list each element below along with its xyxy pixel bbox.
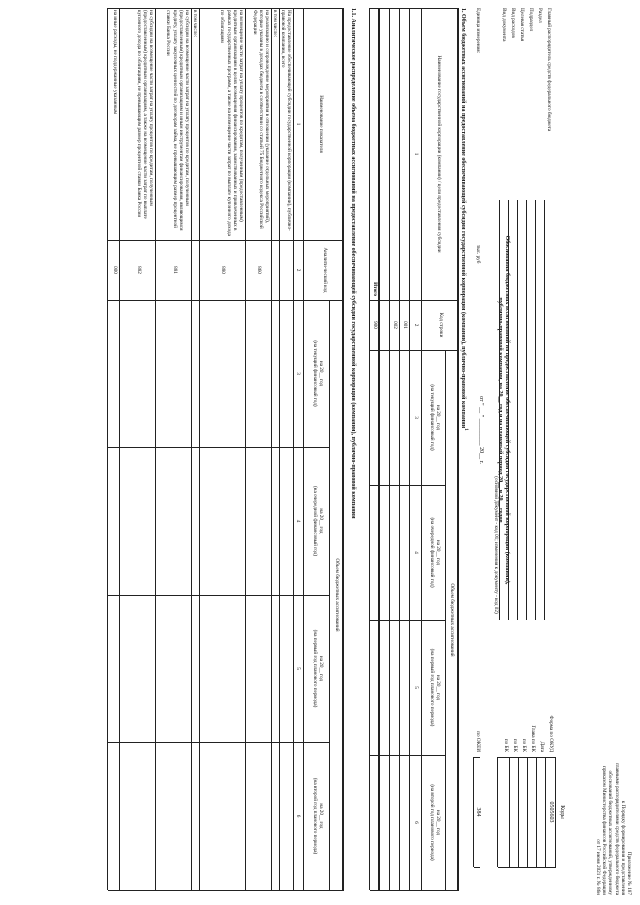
s11-col-y4-label: на 20__ год bbox=[318, 803, 324, 829]
s1-num: 3 bbox=[413, 416, 419, 419]
s1-col-y1 bbox=[429, 350, 441, 485]
s1-col-y3-sub: (на первый год планового периода) bbox=[428, 648, 435, 727]
s11-row-name: на субсидии на возмещение части затрат на уплату процентов по кредитам, полученным (предоставленным) кредитным организациям и иным инструментам финансирования, являющимся кредиту, уплату закупочных ценностей по договорам займа, не превышающим размер процентной ставки Банка России bbox=[165, 10, 190, 231]
s1-col-y3-label: на 20__ год bbox=[435, 674, 441, 701]
s11-row-name: На предоставление обеспечивающей субсидии государственной корпорации (компании), публично-правовой компании, всего bbox=[279, 10, 292, 231]
meta-field: Подраздел bbox=[528, 8, 534, 32]
s11-row-name: на иные расходы, не поддержанные указанным bbox=[112, 10, 118, 115]
s1-total-code: 900 bbox=[372, 321, 378, 329]
s1-num: 1 bbox=[413, 152, 419, 156]
appendix-line: обоснований бюджетных ассигнований, утвержденному bbox=[607, 770, 614, 895]
section1-title-text: 1. Объем бюджетных ассигнований на предоставление обеспечивающей субсидии государственной корпорации (компании), публично-правовой компании bbox=[460, 8, 466, 429]
appendix-line: к Порядку формирования и представления bbox=[619, 800, 626, 895]
s1-row-code: 002 bbox=[392, 321, 398, 329]
section1-title bbox=[459, 8, 469, 588]
s1-col-code: Код строки bbox=[438, 312, 444, 338]
s11-col-y1-sub: (на текущий финансовый год) bbox=[311, 340, 318, 407]
date-label: Дата bbox=[539, 741, 545, 752]
s1-col-y4 bbox=[429, 755, 441, 890]
s1-col-y3 bbox=[429, 620, 441, 755]
s11-row-code: 860 bbox=[256, 266, 262, 274]
s1-col-y1-sub: (на текущий финансовый год) bbox=[428, 384, 435, 451]
meta-field: Главный распорядитель средств федерального бюджета bbox=[546, 8, 552, 132]
podrazdel-label: по БК bbox=[512, 738, 518, 752]
s11-col-y4-sub: (на второй год планового периода) bbox=[311, 777, 318, 855]
codes-header: Коды bbox=[559, 805, 565, 819]
s1-col-y2 bbox=[429, 485, 441, 620]
s1-num: 5 bbox=[413, 686, 419, 689]
units-value: тыс. руб bbox=[475, 245, 481, 264]
s1-col-y4-sub: (на второй год планового периода) bbox=[428, 784, 435, 861]
s11-col-code: Аналити-ческий код bbox=[322, 247, 328, 293]
s1-col-group: Объем бюджетных ассигнований bbox=[449, 583, 455, 657]
s11-row-name: на субсидии на возмещение части затрат на уплату процентов по кредитам, полученным (предоставленным) кредитным организациям, а также на возмещение части затрат по выплате купонного дохода по облигациям, не превышающим размер процентной ставки Банка России bbox=[135, 10, 154, 219]
razdel-label: по БК bbox=[521, 738, 527, 752]
s11-col-y1 bbox=[312, 300, 324, 447]
meta-field: Раздел bbox=[537, 8, 543, 23]
s11-num: 5 bbox=[295, 667, 301, 670]
meta-field: Целевая статья bbox=[519, 8, 525, 42]
s11-num: 4 bbox=[295, 519, 301, 523]
s1-num: 6 bbox=[413, 821, 419, 824]
s11-row-code: 000 bbox=[112, 266, 118, 274]
s11-row-code: 881 bbox=[172, 266, 178, 274]
s11-col-y1-label: на 20__ год bbox=[318, 360, 324, 387]
s1-num: 4 bbox=[413, 551, 419, 554]
s11-col-name: Наименование показателя bbox=[318, 95, 324, 153]
s11-num: 3 bbox=[295, 372, 301, 375]
doc-title-line1: Обоснования бюджетных ассигнований на предоставление обеспечивающей субсидии государственной корпорации (компании), bbox=[504, 235, 510, 585]
section1-footnote: 1 bbox=[463, 428, 468, 431]
doc-date: от " __ " _________ 20__ г. bbox=[478, 396, 484, 464]
s11-row-name: в том числе: bbox=[272, 10, 278, 38]
s1-col-y4-label: на 20__ год bbox=[435, 809, 441, 836]
meta-field: Вид расходов bbox=[510, 8, 516, 38]
s11-col-y4 bbox=[312, 742, 324, 890]
appendix-block bbox=[595, 690, 632, 895]
appendix-line: приказом Министерства финансов Российской Федерации bbox=[601, 766, 608, 895]
s11-col-y3 bbox=[312, 595, 324, 742]
s11-col-y2-label: на 20__ год bbox=[318, 508, 324, 534]
appendix-line: главными распорядителями средств федерального бюджета bbox=[613, 763, 620, 895]
meta-field: Вид документа bbox=[501, 8, 507, 42]
s11-col-group: Объем бюджетных ассигнований bbox=[334, 558, 340, 632]
vid-label: по БК bbox=[503, 738, 509, 752]
appendix-line: от 17 июня 2021 г. № 86н bbox=[594, 839, 601, 895]
s11-col-y2-sub: (на очередной финансовый год) bbox=[311, 485, 318, 557]
section11-title: 1.1. Аналитическое распределение объема бюджетных ассигнований на предоставление обеспечивающей субсидии государственной корпорации (компании), публично-правовой компании bbox=[350, 8, 356, 519]
s11-row-code: 882 bbox=[136, 266, 142, 274]
s11-num: 6 bbox=[295, 814, 301, 818]
units-label: Единица измерения: bbox=[475, 8, 481, 54]
s1-col-y2-sub: (на очередной финансовый год) bbox=[428, 517, 435, 588]
meta-doc-hint: (основной документ - код 01; изменения к документу - код 02) bbox=[493, 476, 499, 614]
s1-col-y1-label: на 20__ год bbox=[435, 404, 441, 431]
s11-col-y2 bbox=[312, 447, 324, 595]
s1-col-name: Наименование государственной корпорации (компании) / цели предоставления субсидии bbox=[436, 55, 442, 253]
s11-num: 1 bbox=[295, 122, 301, 126]
s1-num: 2 bbox=[413, 323, 419, 327]
glava-label: Глава по БК bbox=[530, 725, 536, 752]
s1-row-code: 001 bbox=[402, 321, 408, 329]
s11-row-name: на реализацию и сопровождение мероприятия в отношении (указание отдельных мероприятий), которые указаны в доходах бюджета в соответствии со статьей 75 Бюджетного кодекса Российской Федерации bbox=[251, 10, 270, 229]
s11-col-y3-sub: (на первый год планового периода) bbox=[311, 629, 318, 708]
form-okud-value: 0505603 bbox=[548, 801, 554, 823]
s11-col-y3-label: на 20__ год bbox=[318, 655, 324, 682]
s11-row-name: на возмещение части затрат на уплату процентов по кредитам, полученным (предоставленным) кредитным организациям в целях возмещения финансирования, заимствованных и привлеченных в рамках государственных программ, а также на возмещение части затрат по выплате купонного дохода по облигациям bbox=[219, 10, 244, 236]
s11-num: 2 bbox=[295, 268, 301, 272]
okei-value: 384 bbox=[475, 807, 481, 817]
form-okud-label: Форма по ОКУД bbox=[548, 715, 554, 752]
doc-title-line2: публично-правовой компании, на 20__ год и на плановый период 20__ и 20__ годов bbox=[497, 297, 503, 523]
okei-label: по ОКЕИ bbox=[475, 731, 481, 752]
appendix-title: Приложение № 187 bbox=[626, 851, 632, 895]
s11-row-name: в том числе: bbox=[192, 10, 198, 38]
s1-col-y2-label: на 20__ год bbox=[435, 539, 441, 566]
s11-row-code: 880 bbox=[220, 266, 226, 274]
s1-total-label: Итого bbox=[372, 282, 378, 296]
